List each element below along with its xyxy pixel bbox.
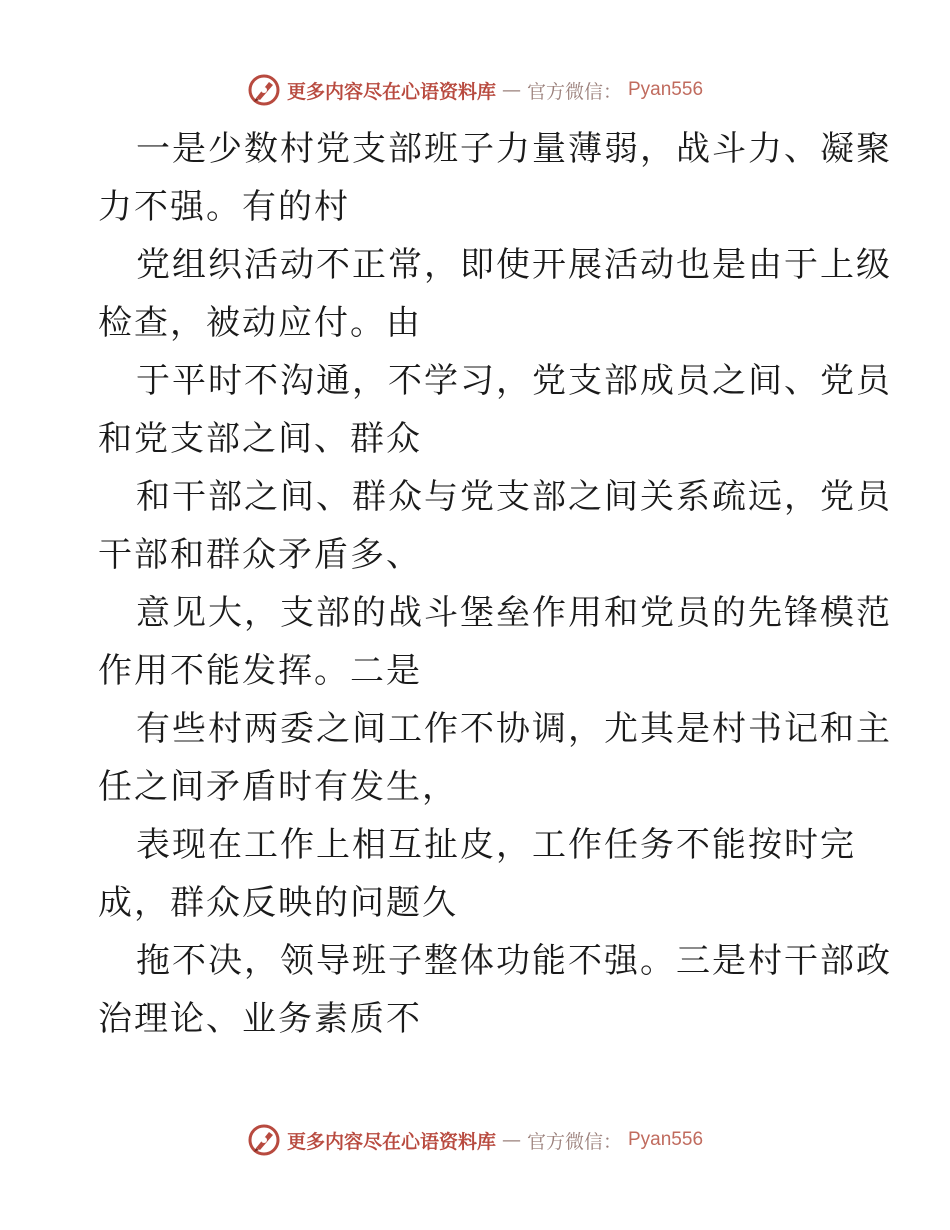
text-line: 力不强。有的村: [98, 187, 350, 227]
quill-pen-seal-icon: [247, 73, 281, 107]
banner-main-text: 更多内容尽在心语资料库: [286, 1130, 496, 1153]
document-body: [98, 120, 892, 1048]
text-line: 于平时不沟通，不学习，党支部成员之间、党员: [136, 361, 892, 401]
header-watermark-banner: [0, 70, 950, 110]
text-line: 拖不决，领导班子整体功能不强。三是村干部政: [136, 941, 892, 981]
banner-wechat-label: 官方微信：: [526, 1130, 622, 1153]
banner-separator: —: [501, 79, 521, 101]
text-line: 一是少数村党支部班子力量薄弱，战斗力、凝聚: [136, 129, 892, 169]
text-line: 作用不能发挥。二是: [98, 651, 422, 691]
text-line: 党组织活动不正常，即使开展活动也是由于上级: [136, 245, 892, 285]
text-line: 任之间矛盾时有发生，: [98, 767, 458, 807]
text-line: 干部和群众矛盾多、: [98, 535, 422, 575]
text-line: 意见大，支部的战斗堡垒作用和党员的先锋模范: [136, 593, 892, 633]
footer-watermark-banner: [0, 1120, 950, 1160]
banner-main-text: 更多内容尽在心语资料库: [286, 80, 496, 103]
text-line: 治理论、业务素质不: [98, 999, 422, 1039]
text-line: 有些村两委之间工作不协调，尤其是村书记和主: [136, 709, 892, 749]
banner-separator: —: [501, 1129, 521, 1151]
banner-wechat-id: Pyan556: [628, 1129, 704, 1150]
banner-wechat-label: 官方微信：: [526, 80, 622, 103]
text-line: 成，群众反映的问题久: [98, 883, 458, 923]
quill-pen-seal-icon: [247, 1123, 281, 1157]
banner-wechat-id: Pyan556: [628, 79, 704, 100]
text-line: 表现在工作上相互扯皮，工作任务不能按时完: [136, 825, 856, 865]
text-line: 检查，被动应付。由: [98, 303, 422, 343]
text-line: 和干部之间、群众与党支部之间关系疏远，党员: [136, 477, 892, 517]
text-line: 和党支部之间、群众: [98, 419, 422, 459]
